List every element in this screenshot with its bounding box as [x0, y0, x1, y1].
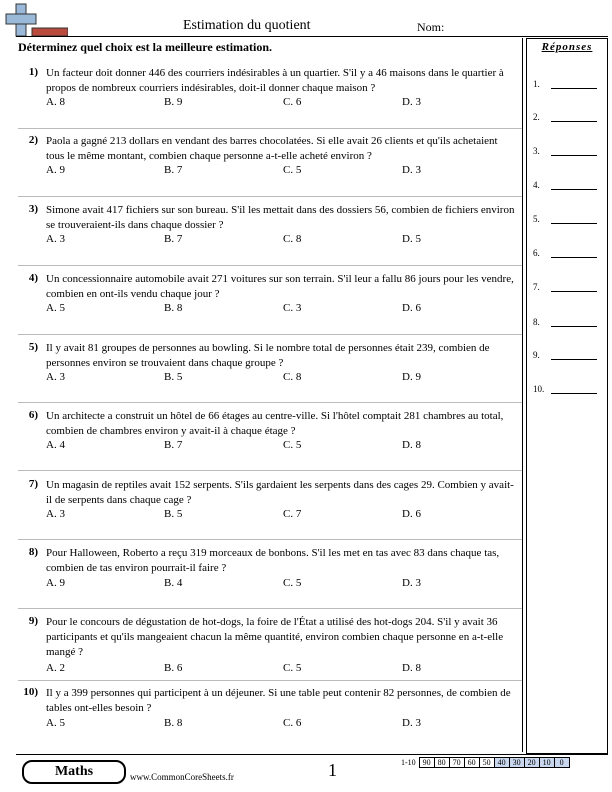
choice-c: C. 6	[283, 717, 302, 729]
choices	[46, 164, 516, 178]
question-number: 3)	[28, 203, 38, 215]
answer-row	[533, 350, 603, 360]
choices	[46, 508, 516, 522]
choice-b: B. 5	[164, 371, 183, 383]
choice-b: B. 7	[164, 439, 183, 451]
choice-a: A. 2	[46, 662, 65, 674]
choices	[46, 439, 516, 453]
choice-d: D. 8	[402, 662, 421, 674]
choice-c: C. 3	[283, 302, 302, 314]
choice-d: D. 3	[402, 717, 421, 729]
score-cell: 30	[510, 757, 525, 768]
logo-icon	[4, 2, 68, 38]
instructions: Déterminez quel choix est la meilleure estimation.	[18, 40, 273, 54]
choice-b: B. 7	[164, 233, 183, 245]
choice-d: D. 3	[402, 577, 421, 589]
choice-a: A. 3	[46, 508, 65, 520]
answer-blank[interactable]	[551, 291, 597, 292]
choice-c: C. 5	[283, 164, 302, 176]
score-cell: 0	[555, 757, 570, 768]
answer-blank[interactable]	[551, 189, 597, 190]
question-number: 6)	[28, 409, 38, 421]
question-text: Pour le concours de dégustation de hot-dogs, la foire de l'État a utilisé des hot-dogs 204. S'il y avait 36 participants et qu'ils mangeaient chacun la même quantité, environ combien chaque personne en a-t-elle mangé ?	[46, 616, 504, 658]
choices	[46, 302, 516, 316]
question-divider	[18, 608, 522, 609]
question-divider	[18, 334, 522, 335]
question-divider	[18, 196, 522, 197]
choice-d: D. 9	[402, 371, 421, 383]
answer-row	[533, 317, 603, 327]
choice-b: B. 5	[164, 508, 183, 520]
choices	[46, 662, 516, 676]
choice-c: C. 5	[283, 662, 302, 674]
choice-c: C. 8	[283, 233, 302, 245]
question-divider	[18, 680, 522, 681]
question-number: 4)	[28, 272, 38, 284]
choice-d: D. 8	[402, 439, 421, 451]
answer-blank[interactable]	[551, 359, 597, 360]
choice-b: B. 8	[164, 302, 183, 314]
subject-badge: Maths	[22, 760, 126, 784]
choice-b: B. 9	[164, 96, 183, 108]
score-cell: 10	[540, 757, 555, 768]
page-number: 1	[328, 760, 337, 780]
choice-a: A. 5	[46, 717, 65, 729]
score-scale-label: 1-10	[401, 758, 416, 767]
question-text: Un architecte a construit un hôtel de 66 étages au centre-ville. Si l'hôtel comptait 281 chambres au total, combien de chambres environ y avait-il à chaque étage ?	[46, 410, 504, 437]
question-number: 5)	[28, 341, 38, 353]
answer-label: 9.	[533, 350, 540, 360]
site-url: www.CommonCoreSheets.fr	[130, 772, 234, 782]
choice-a: A. 5	[46, 302, 65, 314]
choice-d: D. 5	[402, 233, 421, 245]
choice-d: D. 6	[402, 302, 421, 314]
answer-row	[533, 384, 603, 394]
question-number: 1)	[28, 66, 38, 78]
answer-blank[interactable]	[551, 393, 597, 394]
question-number: 10)	[23, 686, 38, 698]
answer-row	[533, 146, 603, 156]
question-number: 8)	[28, 546, 38, 558]
question-divider	[18, 402, 522, 403]
page-title: Estimation du quotient	[183, 18, 311, 33]
answer-label: 6.	[533, 248, 540, 258]
choice-a: A. 9	[46, 164, 65, 176]
answer-blank[interactable]	[551, 88, 597, 89]
question-text: Simone avait 417 fichiers sur son bureau. S'il les mettait dans des dossiers 56, combien de fichiers environ se trouveraient-ils dans chaque dossier ?	[46, 204, 515, 231]
choice-a: A. 9	[46, 577, 65, 589]
score-cell: 20	[525, 757, 540, 768]
question-text: Il y a 399 personnes qui participent à un déjeuner. Si une table peut contenir 82 personnes, de combien de tables ont-elles besoin ?	[46, 687, 511, 714]
choice-b: B. 7	[164, 164, 183, 176]
choice-a: A. 4	[46, 439, 65, 451]
choice-c: C. 8	[283, 371, 302, 383]
choice-c: C. 7	[283, 508, 302, 520]
choice-a: A. 8	[46, 96, 65, 108]
question-text: Pour Halloween, Roberto a reçu 319 morceaux de bonbons. S'il les met en tas avec 83 dans chaque tas, combien de tas environ pourrait-il faire ?	[46, 547, 500, 574]
answer-blank[interactable]	[551, 155, 597, 156]
question-text: Un magasin de reptiles avait 152 serpents. S'ils gardaient les serpents dans des cages 29. Combien y avait-il de serpents dans chaque cage ?	[46, 479, 514, 506]
answer-label: 2.	[533, 112, 540, 122]
answer-label: 1.	[533, 79, 540, 89]
choice-c: C. 6	[283, 96, 302, 108]
score-cell: 80	[435, 757, 450, 768]
answer-label: 10.	[533, 384, 545, 394]
choices	[46, 233, 516, 247]
answer-label: 4.	[533, 180, 540, 190]
choice-a: A. 3	[46, 233, 65, 245]
answer-row	[533, 282, 603, 292]
question-divider	[18, 539, 522, 540]
footer-divider	[16, 754, 608, 755]
question-number: 7)	[28, 478, 38, 490]
choice-c: C. 5	[283, 439, 302, 451]
score-cell: 50	[480, 757, 495, 768]
answer-label: 5.	[533, 214, 540, 224]
choice-b: B. 4	[164, 577, 183, 589]
answer-label: 3.	[533, 146, 540, 156]
answer-row	[533, 180, 603, 190]
choices	[46, 371, 516, 385]
answer-label: 8.	[533, 317, 540, 327]
answer-blank[interactable]	[551, 223, 597, 224]
score-cell: 70	[450, 757, 465, 768]
choices	[46, 717, 516, 731]
question-divider	[18, 470, 522, 471]
question-text: Un concessionnaire automobile avait 271 voitures sur son terrain. S'il leur a fallu 86 jours pour les vendre, combien en ont-ils vendu chaque jour ?	[46, 273, 514, 300]
question-number: 9)	[28, 615, 38, 627]
choice-d: D. 3	[402, 96, 421, 108]
question-text: Il y avait 81 groupes de personnes au bowling. Si le nombre total de personnes était 239, combien de personnes environ se trouvaient dans chaque groupe ?	[46, 342, 490, 369]
score-cell: 90	[419, 757, 435, 768]
answer-blank[interactable]	[551, 121, 597, 122]
question-text: Paola a gagné 213 dollars en vendant des barres chocolatées. Si elle avait 26 clients et qu'ils achetaient tous le même montant, combien chaque personne a-t-elle acheté environ ?	[46, 135, 498, 162]
answer-row	[533, 214, 603, 224]
choices	[46, 577, 516, 591]
answer-label: 7.	[533, 282, 540, 292]
choice-d: D. 3	[402, 164, 421, 176]
choice-a: A. 3	[46, 371, 65, 383]
choice-b: B. 8	[164, 717, 183, 729]
header-divider	[16, 36, 608, 37]
score-cell: 40	[495, 757, 510, 768]
name-label: Nom:	[417, 20, 445, 34]
question-divider	[18, 265, 522, 266]
answer-row	[533, 248, 603, 258]
answer-row	[533, 79, 603, 89]
answers-panel	[526, 38, 608, 754]
question-number: 2)	[28, 134, 38, 146]
score-scale	[398, 757, 570, 768]
choice-c: C. 5	[283, 577, 302, 589]
choice-b: B. 6	[164, 662, 183, 674]
question-text: Un facteur doit donner 446 des courriers indésirables à un quartier. S'il y a 46 maisons dans le quartier à propos de nombreux courriers indésirables, doit-il donner chaque maison ?	[46, 67, 504, 94]
answer-blank[interactable]	[551, 326, 597, 327]
choice-d: D. 6	[402, 508, 421, 520]
choices	[46, 96, 516, 110]
answers-title: Réponses	[541, 41, 593, 53]
question-divider	[18, 128, 522, 129]
score-cell: 60	[465, 757, 480, 768]
answer-row	[533, 112, 603, 122]
answer-blank[interactable]	[551, 257, 597, 258]
